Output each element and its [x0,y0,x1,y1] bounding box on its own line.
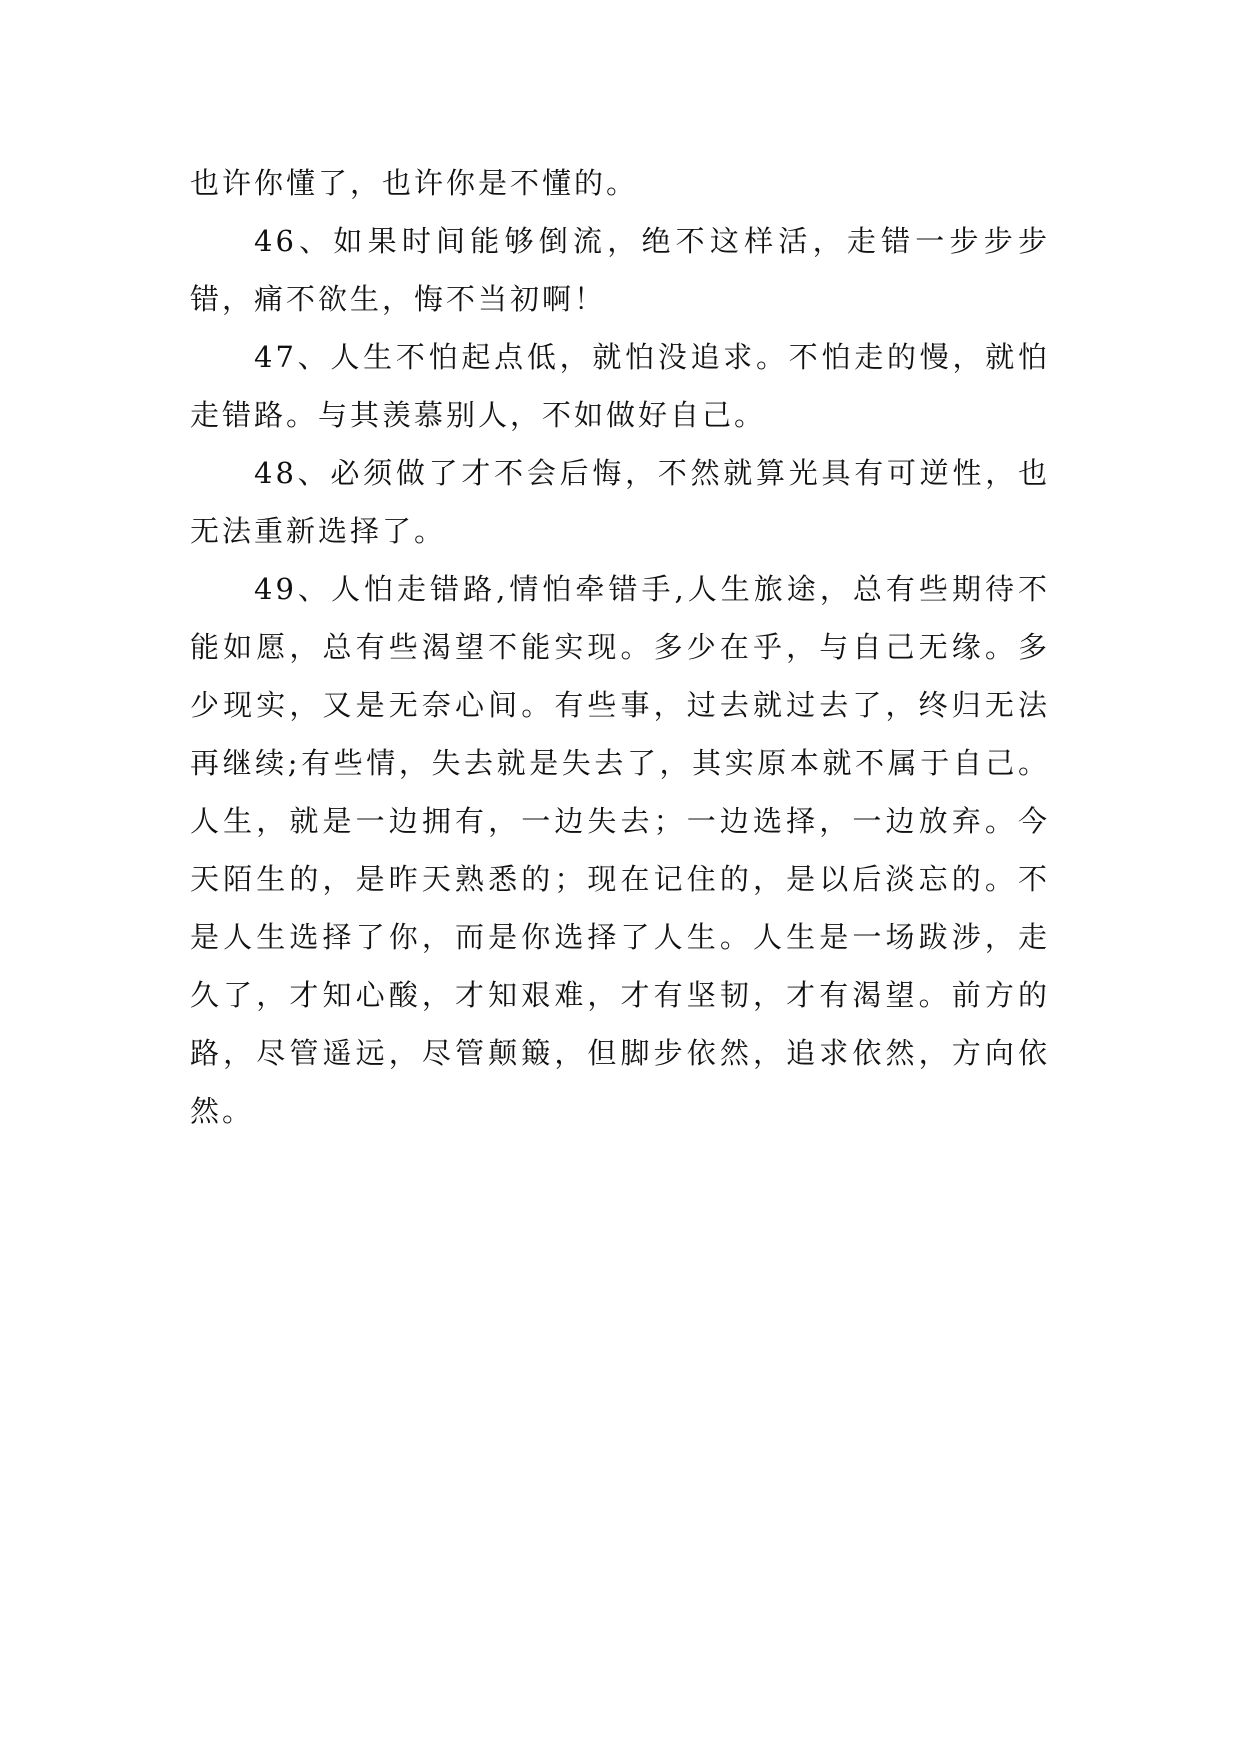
paragraph-48: 48、必须做了才不会后悔，不然就算光具有可逆性，也无法重新选择了。 [190,456,1050,548]
paragraph-49: 49、人怕走错路,情怕牵错手,人生旅途，总有些期待不能如愿，总有些渴望不能实现。多少在乎，与自己无缘。多少现实，又是无奈心间。有些事，过去就过去了，终归无法再继续;有些情，失去就是失去了，其实原本就不属于自己。人生，就是一边拥有，一边失去；一边选择，一边放弃。今天陌生的，是昨天熟悉的；现在记住的，是以后淡忘的。不是人生选择了你，而是你选择了人生。人生是一场跋涉，走久了，才知心酸，才知艰难，才有坚韧，才有渴望。前方的路，尽管遥远，尽管颠簸，但脚步依然，追求依然，方向依然。 [190,572,1050,1128]
paragraph-46: 46、如果时间能够倒流，绝不这样活，走错一步步步错，痛不欲生，悔不当初啊！ [190,224,1050,316]
document-body [190,154,1050,1140]
paragraph-continuation: 也许你懂了，也许你是不懂的。 [190,166,639,200]
paragraph-47: 47、人生不怕起点低，就怕没追求。不怕走的慢，就怕走错路。与其羡慕别人，不如做好自己。 [190,340,1050,432]
